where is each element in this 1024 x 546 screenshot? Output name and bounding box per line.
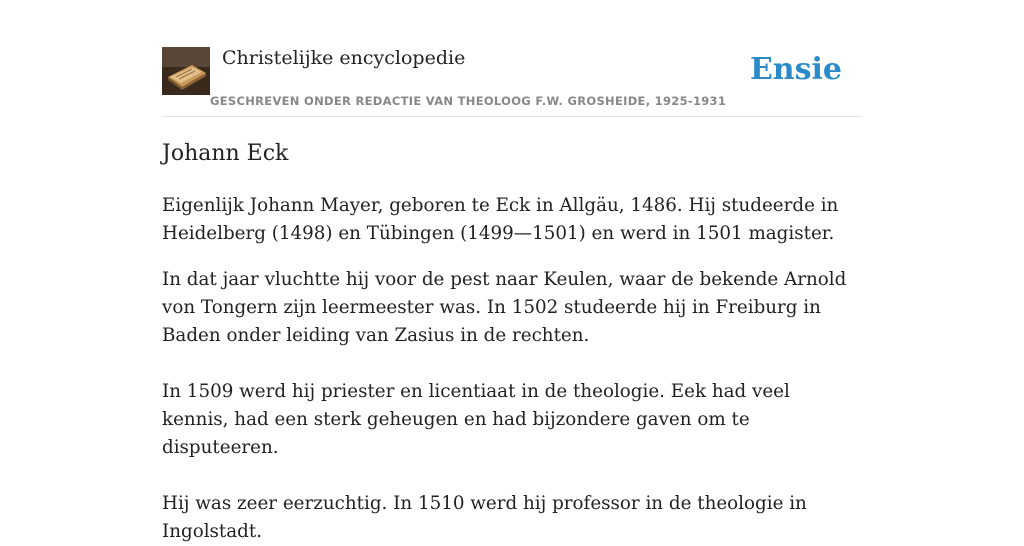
paragraph-gap [162,350,862,378]
source-avatar[interactable] [162,47,210,95]
source-header [162,46,862,117]
article-title: Johann Eck [162,141,289,166]
book-image-icon [162,47,210,95]
article-paragraph: In dat jaar vluchtte hij voor de pest naar Keulen, waar de bekende Arnold von Tongern zijn leermeester was. In 1502 studeerde hij in Freiburg in Baden onder leiding van Zasius in de rechten. [162,269,847,346]
source-title[interactable]: Christelijke encyclopedie [222,47,466,69]
source-subtitle: GESCHREVEN ONDER REDACTIE VAN THEOLOOG F.W. GROSHEIDE, 1925-1931 [210,94,727,108]
article [162,138,862,546]
article-paragraph: In 1509 werd hij priester en licentiaat in de theologie. Eek had veel kennis, had een sterk geheugen en had bijzondere gaven om te disputeeren. [162,381,790,458]
paragraph-gap [162,462,862,490]
article-paragraph: Hij was zeer eerzuchtig. In 1510 werd hij professor in de theologie in Ingolstadt. [162,493,807,542]
article-paragraph: Eigenlijk Johann Mayer, geboren te Eck in Allgäu, 1486. Hij studeerde in Heidelberg (1498) en Tübingen (1499—1501) en werd in 1501 magister. [162,195,839,244]
brand-logo[interactable]: Ensie [749,52,842,87]
